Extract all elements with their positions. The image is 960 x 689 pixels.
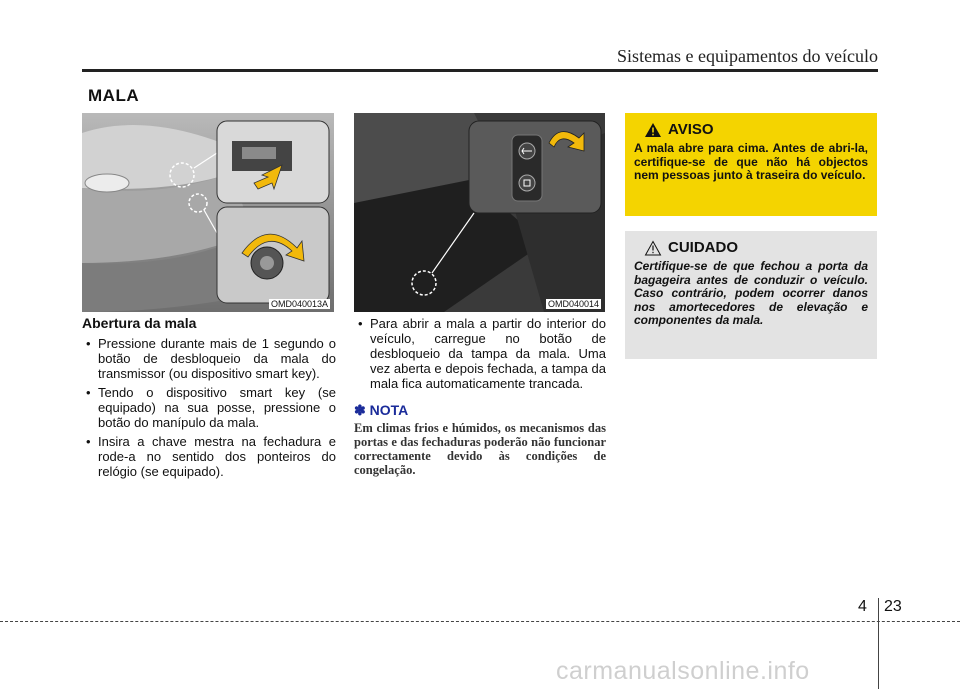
caution-triangle-icon <box>644 240 662 256</box>
car-rear-drawing <box>82 113 334 312</box>
column-interior-release <box>354 316 606 477</box>
instruction-list <box>354 316 606 391</box>
caution-label: CUIDADO <box>668 239 738 256</box>
warning-label: AVISO <box>668 121 714 138</box>
subsection-heading: Abertura da mala <box>82 315 197 331</box>
note-heading: ✽ NOTA <box>354 402 409 418</box>
trunk-exterior-illustration <box>82 113 334 312</box>
chapter-number: 4 <box>858 598 867 615</box>
section-title: MALA <box>88 86 140 105</box>
header-rule <box>82 69 878 72</box>
page-header-title: Sistemas e equipamentos do veículo <box>617 46 878 66</box>
caution-text: Certifique-se de que fechou a porta da bagageira antes de conduzir o veículo. Caso contrário, podem ocorrer danos nos amortecedores de elevação e componentes da mala. <box>634 259 868 327</box>
column-opening-trunk <box>82 316 336 483</box>
instruction-list <box>82 336 336 479</box>
footer-divider <box>878 598 879 689</box>
note-body: Em climas frios e húmidos, os mecanismos das portas e das fechaduras poderão não funcionar correctamente devido às condições de congelação. <box>354 421 606 477</box>
list-item: • Insira a chave mestra na fechadura e rode-a no sentido dos ponteiros do relógio (se equipado). <box>82 434 336 479</box>
caution-box <box>625 231 877 359</box>
warning-box <box>625 113 877 216</box>
figure-code: OMD040013A <box>270 299 328 309</box>
warning-text: A mala abre para cima. Antes de abri-la, certifique-se de que não há objectos nem pessoas junto à traseira do veículo. <box>634 141 868 182</box>
footer-rule <box>0 621 960 622</box>
watermark: carmanualsonline.info <box>556 657 810 685</box>
list-item: • Para abrir a mala a partir do interior do veículo, carregue no botão de desbloqueio da tampa da mala. Uma vez aberta e depois fechada, a tampa da mala fica automaticamente trancada. <box>354 316 606 391</box>
warning-triangle-icon <box>644 122 662 138</box>
page-number: 23 <box>884 598 902 615</box>
warning-header <box>644 121 868 138</box>
list-item: • Pressione durante mais de 1 segundo o botão de desbloqueio da mala do transmissor (ou dispositivo smart key). <box>82 336 336 381</box>
trunk-interior-release-illustration <box>354 113 605 312</box>
caution-header <box>644 239 868 256</box>
figure-code: OMD040014 <box>547 299 599 309</box>
interior-floor-drawing <box>354 113 605 312</box>
list-item: • Tendo o dispositivo smart key (se equipado) na sua posse, pressione o botão do manípulo da mala. <box>82 385 336 430</box>
